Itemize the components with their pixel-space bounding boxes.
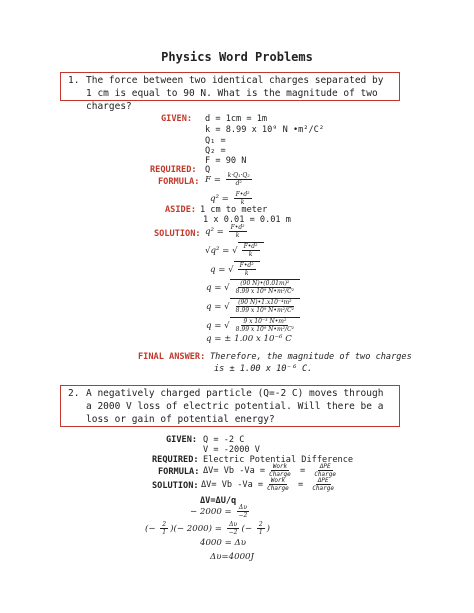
work-num: Work [272,463,288,470]
formula-coulomb: F = $\frac{\text{k·Q₁·Q₂}}{\text{d²}}$ [205,172,250,187]
charge-den: Charge [269,471,291,478]
p2-given-label: GIVEN: [166,435,198,445]
p2-solution-label: SOLUTION: [152,481,199,491]
final-answer-line-2: is ± 1.00 x 10⁻⁶ C. [214,364,313,374]
p2-step-1: ΔV=ΔU/q [200,496,237,506]
given-q2: Q₂ = [205,146,226,156]
solution-label: SOLUTION: [154,229,201,239]
problem-1-text: The force between two identical charges separated by 1 cm is equal to 90 N. What is the magnitude of two charges? [86,75,384,112]
answer-value: ± 1.00 x 10⁻⁶ C [224,334,292,344]
solution-step-1: q² = $\frac{\text{F•d²}}{k}$ [205,224,245,239]
given-q1: Q₁ = [205,136,226,146]
p2-step-5: Δυ=4000J [210,552,254,562]
sol-work-num: Work [270,477,286,484]
p2-step-2-text: − 2000 = [190,507,232,517]
sol-dpe-num: ΔPE [317,477,329,484]
required-label: REQUIRED: [150,165,197,175]
formula-label: FORMULA: [158,177,200,187]
problem-2-text: A negatively charged particle (Q=-2 C) moves through a 2000 V loss of electric potential. Will there be a loss or gain of potential energy? [86,388,384,425]
p2-solution: ΔV= Vb -Va = $\frac{\text{Work}}{\text{Charge}}$ = $\frac{\text{ΔPE}}{\text{Charge}}$ [201,477,334,492]
step-6-num: 9 x 10⁻³ N•m² [243,318,287,325]
step-5-den: 8.99 x 10⁹ N•m²/C² [235,307,295,314]
charge-den-2: Charge [314,471,336,478]
p2-formula-label: FORMULA: [158,467,200,477]
aside-label: ASIDE: [165,205,197,215]
given-d: d = 1cm = 1m [205,114,268,124]
p2-formula: ΔV= Vb -Va = $\frac{\text{Work}}{\text{Charge}}$ = $\frac{\text{ΔPE}}{\text{Charge}}$ [203,463,336,478]
aside-line-1: 1 cm to meter [200,205,268,215]
p2-solution-text: ΔV= Vb -Va = [201,480,264,490]
final-answer-label: FINAL ANSWER: [138,352,206,362]
step-4-num: (90 N)•(0.01m)² [240,280,290,287]
p2-step-4: 4000 = Δυ [200,538,246,548]
p2-required-value: Electric Potential Difference [203,455,354,465]
required-value: Q [205,165,211,175]
p2-given-q: Q = -2 C [203,435,245,445]
problem-1-number: 1. [68,75,80,86]
solution-step-2: √q² = √ $\frac{\text{F•d²}}{k}$ [205,242,264,258]
p2-step-3: (− $\frac{2}{1}$ )(− 2000) = $\frac{\Delta\upsilon}{-2}$ (− $\frac{2}{1}$ ) [145,521,270,536]
given-label: GIVEN: [161,114,193,124]
solution-step-6: q = √ $\frac{\text{9 x 10⁻³ N•m²}}{\text{8.99 x 10⁹ N•m²/C²}}$ [206,317,300,333]
dpe-num: ΔPE [319,463,331,470]
sol-charge-den-2: Charge [312,485,334,492]
solution-step-4: q = √ $\frac{\text{(90 N)•(0.01m)²}}{\text{8.99 x 10⁹ N•m²/C²}}$ [206,279,300,295]
p2-given-v: V = -2000 V [203,445,260,455]
step-4-den: 8.99 x 10⁹ N•m²/C² [235,288,295,295]
p2-step-2: − 2000 = $\frac{\Delta\upsilon}{-2}$ [190,504,248,519]
formula-q2: q² = $\frac{\text{F•d²}}{k}$ [210,191,250,206]
final-answer-line-1: Therefore, the magnitude of two charges [210,352,412,362]
given-f: F = 90 N [205,156,247,166]
solution-step-3: q = √ $\frac{\text{F•d²}}{k}$ [210,261,260,277]
p2-required-label: REQUIRED: [152,455,199,465]
sol-charge-den: Charge [267,485,289,492]
page-title: Physics Word Problems [161,50,313,64]
p2-formula-text: ΔV= Vb -Va = [203,466,266,476]
solution-step-5: q = √ $\frac{\text{(90 N)•1.x10⁻⁴m²}}{\text{8.99 x 10⁹ N•m²/C²}}$ [206,298,300,314]
given-k: k = 8.99 x 10⁹ N •m²/C² [205,125,324,135]
step-5-num: (90 N)•1.x10⁻⁴m² [238,299,292,306]
solution-answer: q = ± 1.00 x 10⁻⁶ C [206,334,292,344]
aside-line-2: 1 x 0.01 = 0.01 m [203,215,291,225]
step-6-den: 8.99 x 10⁹ N•m²/C² [235,326,295,333]
problem-2-number: 2. [68,388,80,399]
